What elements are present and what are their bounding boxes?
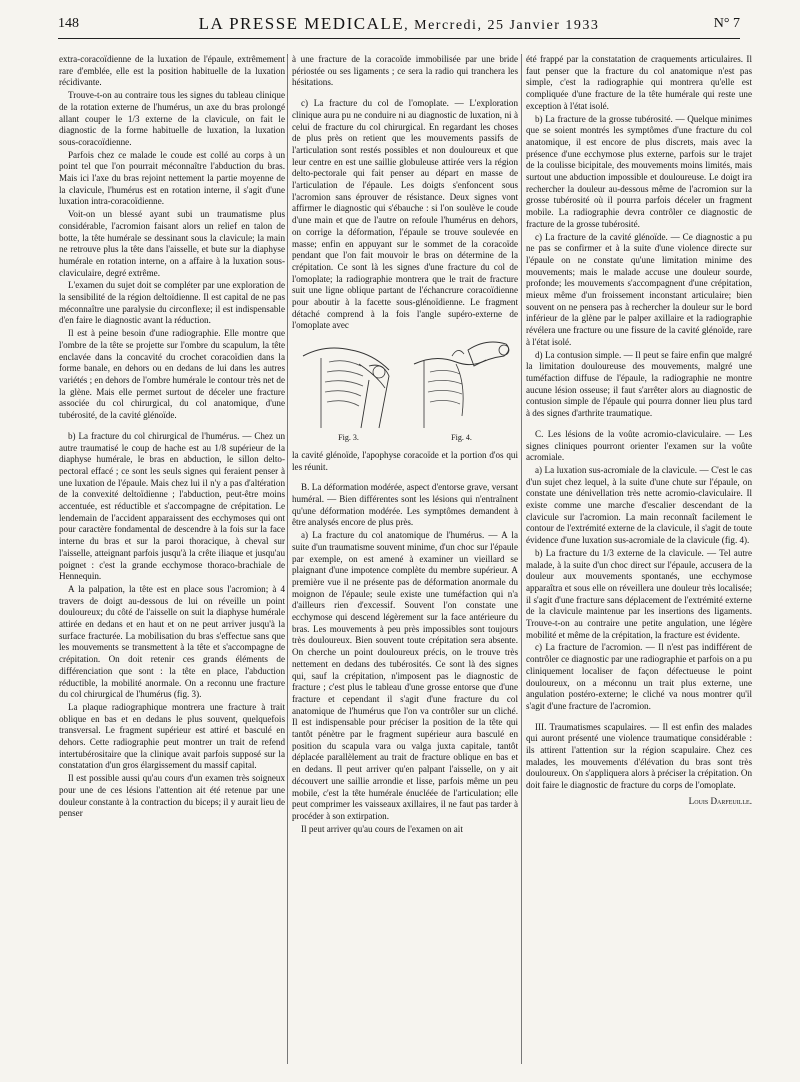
page-header bbox=[58, 10, 740, 39]
column-divider bbox=[287, 54, 288, 1064]
fig3-shoulder-illustration bbox=[299, 336, 399, 432]
figure-3 bbox=[299, 336, 399, 444]
fig3-caption: Fig. 3. bbox=[338, 433, 359, 443]
paragraph: la cavité glénoïde, l'apophyse coracoïde et la portion d'os qui les réunit. bbox=[292, 449, 518, 472]
column-3 bbox=[526, 54, 752, 809]
fig4-shoulder-illustration bbox=[412, 336, 512, 432]
paragraph: L'examen du sujet doit se compléter par une exploration de la sensibilité de la région deltoïdienne. Il est capital de ne pas méconnaître une paralysie du circonflexe; il est indispensable d'en faire le diagnostic avant la réduction. bbox=[59, 280, 285, 326]
author-signature: Louis Darfeuille. bbox=[688, 795, 752, 806]
section-paragraph: B. La déformation modérée, aspect d'entorse grave, versant huméral. — Bien différentes sont les lésions qui n'entraînent qu'une déformation modérée. Les symptômes demandent à être analysés encore de plus près. bbox=[292, 482, 518, 528]
section-paragraph: c) La fracture du col de l'omoplate. — L'exploration clinique aura pu ne conduire ni au diagnostic de luxation, ni à celui de fracture du col chirurgical. En regardant les choses de plus près on retient que les mouvements passifs de l'articulation sont restés possibles et non douloureux et que leur centre en est une saillie globuleuse attirée vers la région delto-pectorale qui fait penser au départ en masse de l'articulation de l'épaule. Les doigts s'enfoncent sous l'acromion sans éprouver de résistance. Deux signes vont affirmer le diagnostic qui s'ébauche : si l'on soulève le coude d'une main et que de l'autre on refoule l'humérus en dehors, on corrige la déformation, l'épaule se trouve soulevée en masse; enfin en appuyant sur le sommet de la coracoïde pendant que l'on fait mouvoir le bras on détermine de la crépitation. Ce sont là les signes d'une fracture du col de l'omoplate; la radiographie montrera que le trait de fracture suit une ligne oblique partant de l'échancrure coracoïdienne pour aboutir à la facette sous-glénoïdienne. Le fragment détaché comprend à la fois l'angle supéro-externe de l'omoplate avec bbox=[292, 98, 518, 331]
column-divider bbox=[521, 54, 522, 1064]
section-paragraph: b) La fracture du col chirurgical de l'humérus. — Chez un autre traumatisé le coup de hache est au 1/8 supérieur de la diaphyse humérale, le bras en abduction, le sillon delto-pectoral effacé ; ce sont les seuls signes qui feraient penser à une luxation de l'épaule. Mais chez lui il n'y a pas d'altération de la convexité deltoïdienne ; l'abduction, peut-être moins accentuée, est réductible et s'accompagne de crépitation. Le lendemain de l'accident apparaissent des ecchymoses qui ont pour caractère fondamental de descendre à la fois sur la face interne du bras et sur la paroi thoracique, à cheval sur l'aisselle, atteignant parfois jusqu'à la crête iliaque et jusqu'au poignet : c'est la grande ecchymose thoraco-brachiale de Hennequin. bbox=[59, 430, 285, 582]
paragraph: extra-coracoïdienne de la luxation de l'épaule, extrêmement rare d'emblée, elle est la position habituelle de la luxation récidivante. bbox=[59, 54, 285, 88]
issue-date: , Mercredi, 25 Janvier 1933 bbox=[404, 18, 600, 33]
paragraph: c) La fracture de la cavité glénoïde. — Ce diagnostic a pu ne pas se confirmer et à la suite d'une violence directe sur l'épaule on ne constate qu'une limitation minime des mouvements; mais le malade accuse une douleur sourde, profonde; les mouvements s'accompagnent d'une crépitation, mieux même d'un froissement inconstant articulaire; bien souvent on ne pensera pas à rechercher la douleur sur le bord inférieur de la glène par le palper axillaire et la radiographie révélera une fracture ou une fissure de la cavité glénoïde, rare à l'état isolé. bbox=[526, 231, 752, 347]
section-paragraph: III. Traumatismes scapulaires. — Il est enfin des malades qui auront présenté une violence traumatique considérable : ils attirent l'attention sur la région scapulaire. Chez ces malades, les mouvements d'élévation du bras sont très douloureux. On s'appliquera alors à préciser la crépitation. On doit faire le diagnostic de fracture du corps de l'omoplate. bbox=[526, 721, 752, 791]
issue-number: N° 7 bbox=[713, 16, 740, 31]
column-1 bbox=[59, 54, 285, 821]
page-number: 148 bbox=[58, 16, 79, 31]
paragraph: Il est à peine besoin d'une radiographie. Elle montre que l'ombre de la tête se projette sur l'ombre du scapulum, la tête enclavée dans la concavité du crochet coracoïdien dans la forme banale, en dehors ou en dedans de lui dans les autres variétés ; en dehors de l'ombre humérale le contour très net de la glène. Mais elle permet surtout de déceler une fracture associée du col chirurgical, du col anatomique, d'une tubérosité, de la cavité glénoïde. bbox=[59, 328, 285, 421]
paragraph: Trouve-t-on au contraire tous les signes du tableau clinique de la rotation externe de l'humérus, un axe du bras prolongé allant couper le 1/3 externe de la clavicule, on fait le diagnostic de la forme habituelle de luxation, la luxation sous-coracoïdienne. bbox=[59, 90, 285, 147]
figure-4 bbox=[412, 336, 512, 444]
paragraph: a) La luxation sus-acromiale de la clavicule. — C'est le cas d'un sujet chez lequel, à la suite d'une chute sur l'épaule, on constate une dénivellation très nette acromio-claviculaire. Il existe comme une marche d'escalier descendant de la clavicule sur l'acromion. La main reconnaît facilement le contour de l'extrémité externe de la clavicule, il s'agit de toute évidence d'une luxation sus-acromiale de la clavicule (fig. 4). bbox=[526, 464, 752, 546]
paragraph: Il peut arriver qu'au cours de l'examen on ait bbox=[301, 823, 463, 834]
paragraph: Voit-on un blessé ayant subi un traumatisme plus considérable, l'acromion faisant alors un relief en talon de botte, la tête humérale se dessinant sous la clavicule; la main ne retrouve plus la tête dans l'aisselle, et bute sur la diaphyse humérale en rotation interne, on a affaire à la luxation sous-claviculaire, degré extrême. bbox=[59, 209, 285, 278]
figures bbox=[292, 336, 518, 444]
journal-title bbox=[118, 14, 680, 34]
paragraph: c) La fracture de l'acromion. — Il n'est pas indifférent de contrôler ce diagnostic par une radiographie et parfois on a pu cliniquement localiser de façon défectueuse le point douloureux, on a méconnu un trait plus externe, une angulation postéro-externe; le cliché va nous montrer qu'il s'agit d'une fracture de l'acromion. bbox=[526, 642, 752, 711]
paragraph: été frappé par la constatation de craquements articulaires. Il faut penser que la fracture du col anatomique n'est pas simple, c'est la radiographie qui montrera qu'elle est compliquée d'une fracture de la tête humérale qui reste une exception à l'état isolé. bbox=[526, 54, 752, 111]
journal-name: LA PRESSE MEDICALE bbox=[198, 14, 405, 33]
section-paragraph: C. Les lésions de la voûte acromio-claviculaire. — Les signes cliniques pourront orienter l'examen sur la voûte acromiale. bbox=[526, 428, 752, 463]
paragraph: Il est possible aussi qu'au cours d'un examen très soigneux pour une de ces lésions l'attention ait été retenue par une douleur constante à la contraction du biceps; il y aurait lieu de penser bbox=[59, 773, 286, 819]
paragraph: A la palpation, la tête est en place sous l'acromion; à 4 travers de doigt au-dessous de lui on réveille un point douloureux; du côté de l'aisselle on suit la diaphyse humérale attirée en dedans et en haut et on ne peut arriver jusqu'à la surface fracturée. La mobilisation du bras s'effectue sans que les mouvements se transmettent à la tête et s'accompagne de crépitation. On doit retenir ces grands éléments de différenciation que sont : la tête en place, l'abduction réductible, la mobilité anormale. On a reconnu une fracture du col chirurgical de l'humérus (fig. 3). bbox=[59, 583, 285, 700]
paragraph: Parfois chez ce malade le coude est collé au corps à un point tel que l'on pourrait méconnaître l'abduction du bras. Mais ici l'axe du bras rejoint nettement la partie moyenne de la clavicule, l'humérus est en rotation interne, il s'agit d'une luxation intra-coracoïdienne. bbox=[59, 149, 285, 207]
fig4-caption: Fig. 4. bbox=[451, 433, 472, 443]
paragraph: La plaque radiographique montrera une fracture à trait oblique en bas et en dedans le plus souvent, quelquefois transversal. Le fragment supérieur est attiré et basculé en dehors. Cette radiographie peut montrer un trait de refend intertubérositaire que la clinique avait parfois supposé sur la constatation d'un gros élargissement du massif capital. bbox=[59, 701, 285, 771]
paragraph: à une fracture de la coracoïde immobilisée par une bride périostée ou ses ligaments ; ce sera la radio qui tranchera les hésitations. bbox=[292, 54, 518, 88]
paragraph: d) La contusion simple. — Il peut se faire enfin que malgré la limitation douloureuse des mouvements, malgré une tuméfaction diffuse de l'épaule, la radiographie ne montre aucune lésion osseuse; il faut s'arrêter alors au diagnostic de contusion simple de l'épaule qui pourra donner lieu plus tard à des signes d'arthrite traumatique. bbox=[526, 349, 752, 419]
paragraph: b) La fracture de la grosse tubérosité. — Quelque minimes que se soient montrés les symptômes d'une fracture du col anatomique, il est encore de plus discrets, mais avec la présence d'une ecchymose plus externe, parfois sur le trajet de la coulisse bicipitale, des mouvements moins limités, mais surtout une abduction impossible et douloureuse. Le doigt ira rechercher la douleur au-dessous même de l'acromion sur la grosse tubérosité où il pourra parfois déceler un fragment mobile. La radiographie devra contrôler ce diagnostic de fracture de la grosse tubérosité. bbox=[526, 113, 752, 229]
paragraph: b) La fracture du 1/3 externe de la clavicule. — Tel autre malade, à la suite d'un choc direct sur l'épaule, accusera de la douleur aux mouvements spontanés, une ecchymose apparaîtra et sous elle on réveillera une douleur très localisée; il s'agit d'une fracture sans déplacement de l'extrémité externe de la clavicule maintenue par les insertions des ligaments. Trouve-t-on au contraire une petite angulation, une légère mobilité et même de la crépitation, la fracture est évidente. bbox=[526, 547, 752, 640]
column-2 bbox=[292, 54, 518, 836]
paragraph: a) La fracture du col anatomique de l'humérus. — A la suite d'un traumatisme souvent minime, d'un choc sur l'épaule par exemple, on est amené à examiner un vieillard se plaignant d'une impotence complète du membre supérieur. A première vue il ne présente pas de déformation anormale du moignon de l'épaule; seule existe une tuméfaction qui n'a d'ailleurs rien d'excessif. Souvent l'on constate une ecchymose qui descend légèrement sur la face antérieure du bras. Les mouvements à peu près impossibles sont toujours très douloureux. Bien souvent toute crépitation sera absente. On cherche un point douloureux précis, on le trouve très nettement en dedans des tubérosités. Ce sont là des signes qui, sauf la crépitation, n'imposent pas le diagnostic de fracture ; c'est plus le tableau d'une grosse entorse que d'une fracture et cependant il s'agit d'une fracture du col anatomique de l'humérus que l'on va contrôler sur un cliché. Il est indispensable pour préciser la position de la tête qui tantôt pénètre par le fragment supérieur aura basculé en position du scapula vara ou valga juxta capitale, tantôt déplacée parallèlement au trait de fracture oblique en bas et en dedans. Il peut arriver qu'en palpant l'aisselle, on y ait découvert une saillie arrondie et lisse, parfois même un peu mobile, c'est la tête humérale énucléée de l'articulation; elle peut comprimer les vaisseaux axillaires, il ne faut pas tarder à procéder à son extirpation. bbox=[292, 530, 518, 821]
